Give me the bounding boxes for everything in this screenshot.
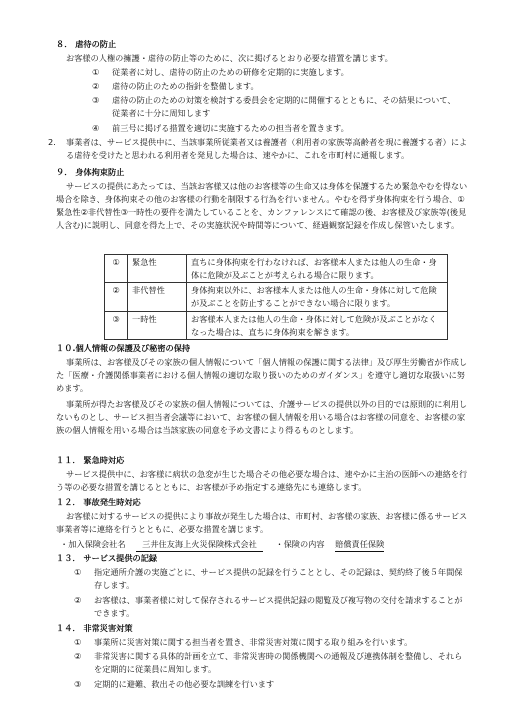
section-14-item-1: ① 事業所に災害対策に関する担当者を置き、非常災害対策に関する取り組みを行います。 (74, 637, 413, 647)
section-11-heading: １１． 緊急時対応 (56, 455, 125, 465)
section-8-intro: お客様の人権の擁護・虐待の防止等のために、次に掲げるとおり必要な措置を講じます。 (66, 53, 393, 63)
insurance-line (60, 538, 384, 552)
insurer-label: ・加入保険会社名 (60, 539, 126, 549)
section-11-body: サービス提供中に、お客様に病状の急変が生じた場合その他必要な場合は、速やかに主治の医師への連絡を行う等の必要な措置を講じるとともに、お客様が予め指定する連絡先にも連絡します。 (56, 469, 468, 493)
section-10-para-2: 事業所が得たお客様及びその家族の個人情報については、介護サービスの提供以外の目的では原則的に利用しないものとし、サービス担当者会議等において、お客様の個人情報を用いる場合はお客様の同意を、お客様の家族の個人情報を用いる場合は当該家族の同意を予め文書により得るものとします。 (56, 399, 468, 436)
section-14-item-3: ③ 定期的に避難、救出その他必要な訓練を行います (74, 679, 275, 689)
section-8-item-3: ③ 虐待の防止のための対策を検討する委員会を定期的に開催するとともに、その結果について、従業者に十分に周知します (92, 95, 456, 119)
section-9-heading: ９． 身体拘束防止 (56, 167, 125, 177)
section-10-heading: １０.個人情報の保護及び秘密の保持 (56, 343, 191, 353)
content-value: 賠償責任保険 (335, 538, 384, 552)
table-row: ① 緊急性 直ちに身体拘束を行わなければ、お客様本人または他人の生命・身体に危険が及ぶことが考えられる場合に限ります。 (105, 255, 448, 283)
section-13-heading: １３． サービス提供の記録 (56, 553, 158, 563)
section-10-para-1: 事業所は、お客様及びその家族の個人情報について「個人情報の保護に関する法律」及び厚生労働省が作成した「医療・介護関係事業者における個人情報の適切な取り扱いのためのガイダンス」を遵守し適切な取扱いに努めます。 (56, 357, 468, 394)
section-13-item-1: ① 指定通所介護の実施ごとに、サービス提供の記録を行うこととし、その記録は、契約終了後５年間保存します。 (74, 567, 463, 591)
section-8-heading: ８． 虐待の防止 (56, 39, 117, 49)
section-13-item-2: ② お客様は、事業者様に対して保存されるサービス提供記録の閲覧及び複写物の交付を請求することができます。 (74, 595, 463, 619)
section-8-item-2: ② 虐待の防止のための指針を整備します。 (92, 81, 259, 91)
table-row: ③ 一時性 お客様本人または他人の生命・身体に対して危険が及ぶことがなくなった場合は、直ちに身体拘束を解きます。 (105, 311, 448, 339)
section-12-body: お客様に対するサービスの提供により事故が発生した場合は、市町村、お客様の家族、お客様に係るサービス事業者等に連絡を行うとともに、必要な措置を講じます。 (56, 511, 468, 535)
section-8-note: 2. 事業者は、サービス提供中に、当該事業所従業者又は養護者（利用者の家族等高齢者を現に養護する者）による虐待を受けたと思われる利用者を発見した場合は、速やかに、これを市町村に通報します。 (48, 137, 468, 161)
section-9-body: サービスの提供にあたっては、当該お客様又は他のお客様等の生命又は身体を保護するため緊急やむを得ない場合を除き、身体拘束その他のお客様の行動を制限する行為を行いません。やむを得ず身体拘束を行う場合、①緊急性②非代替性③一時性の要件を満たしていることを、カンファレンスにて確認の後、お客様及び家族等(後見人含む)に説明し、同意を得た上で、その実施状況や時間等について、経過観察記録を作成し保管いたします。 (56, 181, 468, 231)
restraint-requirements-table (104, 254, 448, 340)
insurer-value: 三井住友海上火災保険株式会社 (136, 538, 263, 552)
section-14-item-2: ② 非常災害に関する具体的計画を立て、非常災害時の関係機関への通報及び連携体制を整備し、それらを定期的に従業員に周知します。 (74, 651, 463, 675)
section-14-heading: １４． 非常災害対策 (56, 623, 133, 633)
table-row: ② 非代替性 身体拘束以外に、お客様本人または他人の生命・身体に対して危険が及ぶことを防止することができない場合に限ります。 (105, 283, 448, 311)
section-8-item-4: ④ 前三号に掲げる措置を適切に実施するための担当者を置きます。 (92, 123, 349, 133)
section-8-item-1: ① 従業者に対し、虐待の防止のための研修を定期的に実施します。 (92, 67, 349, 77)
content-label: ・保険の内容 (275, 539, 325, 549)
section-12-heading: １２． 事故発生時対応 (56, 497, 141, 507)
